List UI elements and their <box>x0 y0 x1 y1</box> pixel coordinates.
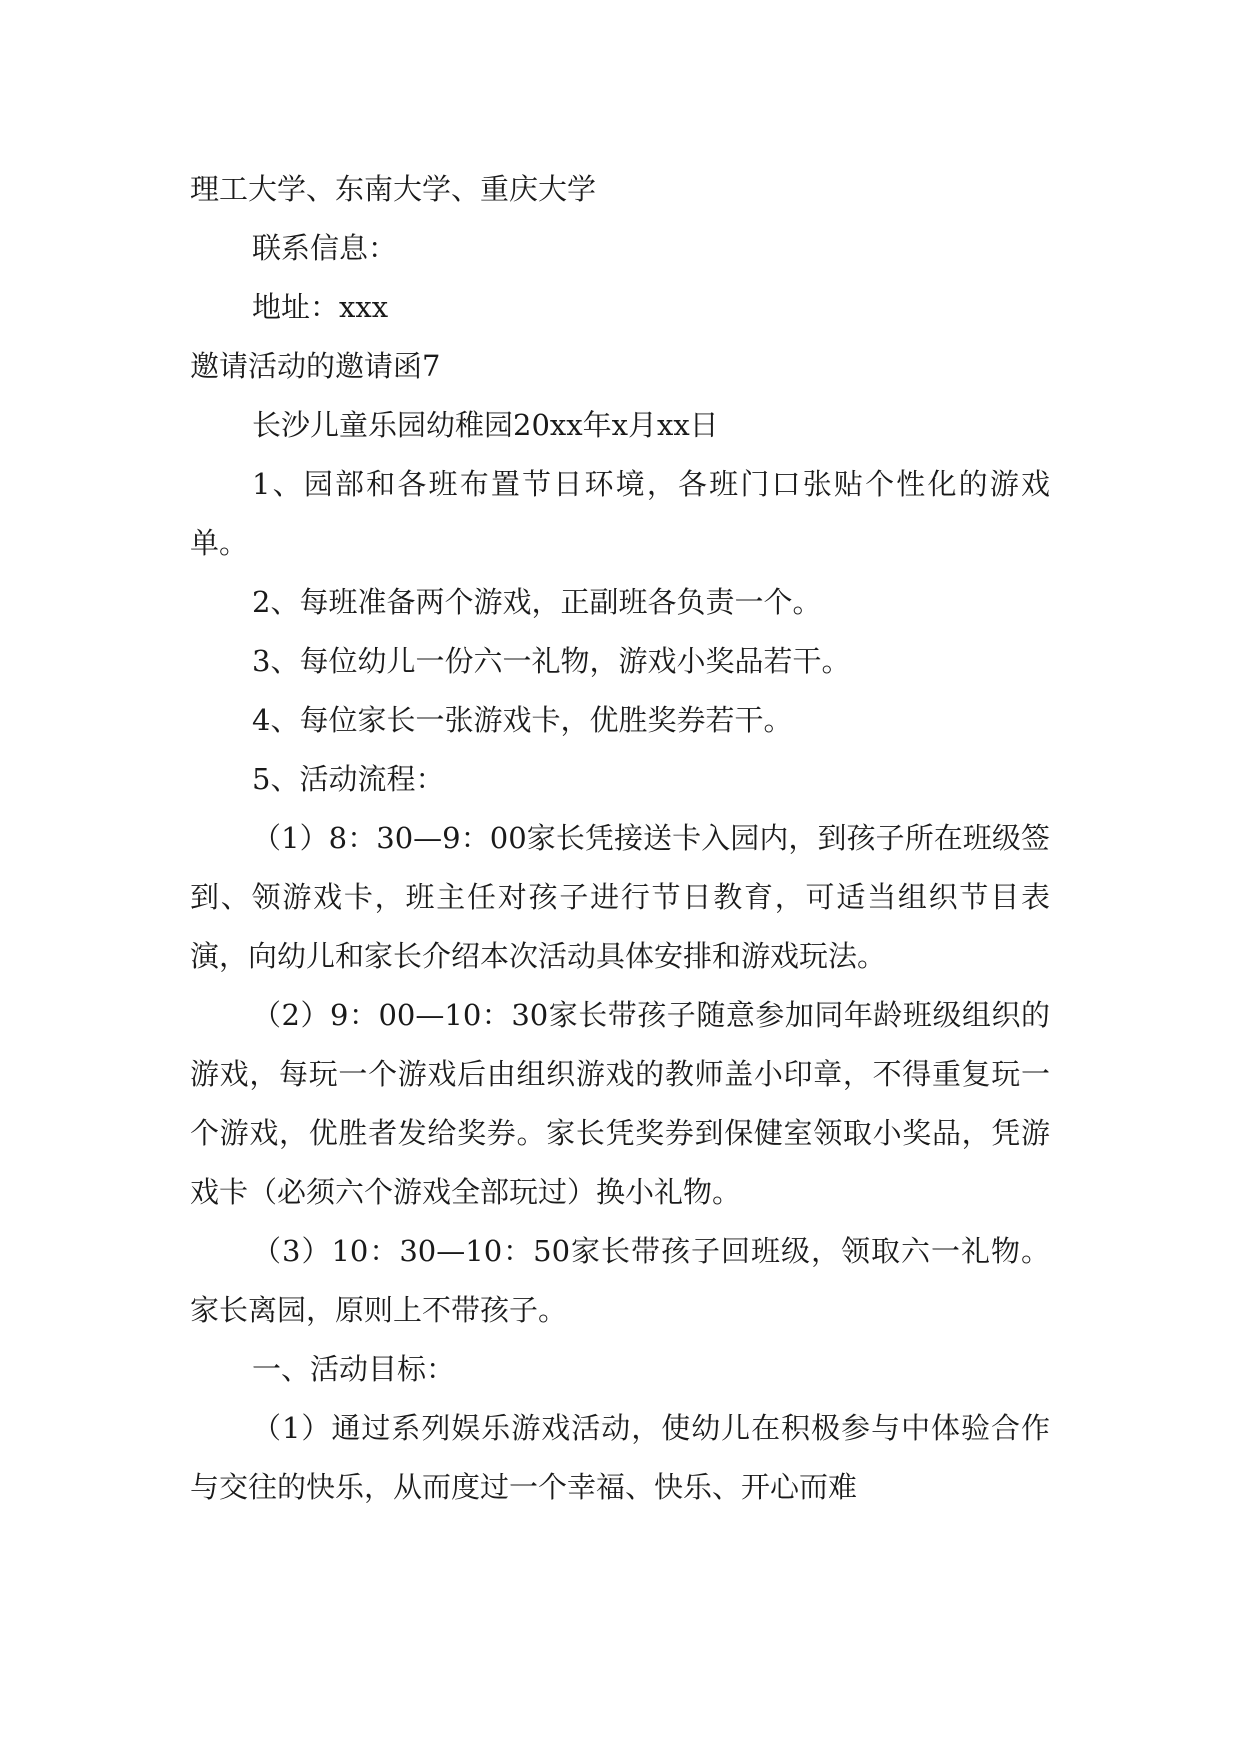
paragraph-item-5: 5、活动流程： <box>252 762 445 796</box>
paragraph-schedule-1: （1）8：30—9：00家长凭接送卡入园内，到孩子所在班级签到、领游戏卡，班主任对孩子进行节日教育，可适当组织节目表演，向幼儿和家长介绍本次活动具体安排和游戏玩法。 <box>190 821 1050 973</box>
paragraph-item-4: 4、每位家长一张游戏卡，优胜奖券若干。 <box>252 703 793 737</box>
paragraph-item-3: 3、每位幼儿一份六一礼物，游戏小奖品若干。 <box>252 644 851 678</box>
section-title: 邀请活动的邀请函7 <box>190 349 441 383</box>
paragraph-item-1: 1、园部和各班布置节日环境，各班门口张贴个性化的游戏单。 <box>190 467 1050 560</box>
paragraph-schedule-2: （2）9：00—10：30家长带孩子随意参加同年龄班级组织的游戏，每玩一个游戏后由组织游戏的教师盖小印章，不得重复玩一个游戏，优胜者发给奖券。家长凭奖券到保健室领取小奖品，凭游戏卡（必须六个游戏全部玩过）换小礼物。 <box>190 998 1050 1209</box>
paragraph-schedule-3: （3）10：30—10：50家长带孩子回班级，领取六一礼物。家长离园，原则上不带孩子。 <box>190 1234 1050 1327</box>
paragraph-contact-heading: 联系信息： <box>252 231 398 265</box>
paragraph-goals-heading: 一、活动目标： <box>252 1352 456 1386</box>
paragraph-item-2: 2、每班准备两个游戏，正副班各负责一个。 <box>252 585 822 619</box>
paragraph-universities: 理工大学、东南大学、重庆大学 <box>190 172 597 206</box>
paragraph-date-line: 长沙儿童乐园幼稚园20xx年x月xx日 <box>252 408 719 442</box>
paragraph-goal-1: （1）通过系列娱乐游戏活动，使幼儿在积极参与中体验合作与交往的快乐，从而度过一个幸福、快乐、开心而难 <box>190 1411 1050 1504</box>
document-body <box>190 160 1050 1517</box>
paragraph-address: 地址：xxx <box>252 290 389 324</box>
